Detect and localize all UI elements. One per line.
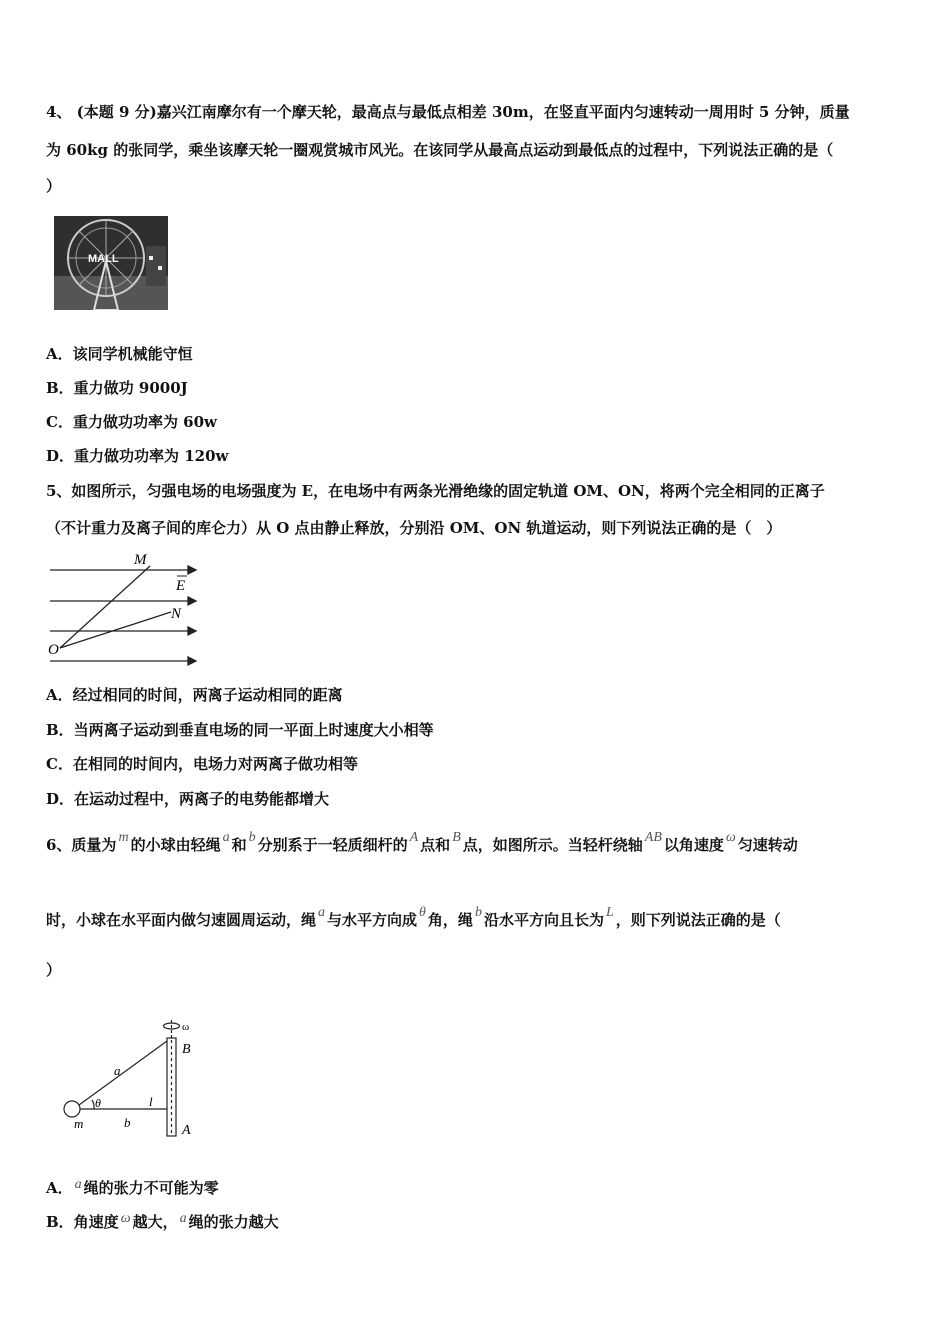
label-theta: θ [95, 1096, 101, 1110]
label-omega: ω [182, 1021, 190, 1033]
var-m: m [118, 830, 129, 845]
var-AB: AB [644, 830, 662, 845]
var-a: a [74, 1177, 82, 1192]
label-n: N [171, 606, 182, 622]
q6-option-a: A． a 绳的张力不可能为零 [46, 1177, 219, 1197]
q6-line-3: ） [46, 961, 62, 979]
label-e: E [176, 578, 186, 594]
var-a: a [179, 1211, 187, 1226]
q4-option-d: D．重力做功功率为 120w [46, 447, 229, 465]
q5-option-b: B．当两离子运动到垂直电场的同一平面上时速度大小相等 [46, 721, 434, 739]
label-A: A [182, 1123, 191, 1138]
var-A: A [409, 830, 419, 845]
rotating-rod-diagram [56, 1018, 216, 1142]
q6-option-b: B．角速度 ω 越大， a 绳的张力越大 [46, 1211, 279, 1231]
q6-line-1: 6、质量为 m 的小球由轻绳 a 和 b 分别系于一轻质细杆的 A 点和 B 点，如图所示。当轻杆绕轴 AB 以角速度 ω 匀速转动 [46, 830, 798, 854]
var-theta: θ [419, 905, 426, 920]
label-m: m [74, 1116, 84, 1131]
label-b: b [124, 1115, 131, 1130]
q5-option-a: A．经过相同的时间，两离子运动相同的距离 [46, 686, 343, 704]
ferris-wheel-image [54, 216, 168, 310]
q5-line-2: （不计重力及离子间的库仑力）从 O 点由静止释放，分别沿 OM、ON 轨道运动，则下列说法正确的是（ ） [46, 519, 782, 537]
q5-option-c: C．在相同的时间内，电场力对两离子做功相等 [46, 755, 358, 773]
label-o: O [48, 642, 59, 658]
electric-field-diagram [46, 548, 206, 670]
ferris-wheel-photo [54, 216, 168, 310]
q4-line-1: 4、 (本题 9 分)嘉兴江南摩尔有一个摩天轮，最高点与最低点相差 30m，在竖直平面内匀速转动一周用时 5 分钟，质量 [46, 103, 850, 121]
var-b: b [474, 905, 482, 920]
q5-line-1: 5、如图所示，匀强电场的电场强度为 E，在电场中有两条光滑绝缘的固定轨道 OM、ON，将两个完全相同的正离子 [46, 482, 825, 500]
label-a: a [114, 1063, 121, 1078]
var-omega: ω [120, 1211, 131, 1226]
q5-option-d: D．在运动过程中，两离子的电势能都增大 [46, 790, 330, 808]
var-a: a [318, 905, 326, 920]
label-m: M [134, 552, 147, 568]
var-a: a [222, 830, 230, 845]
q4-line-2: 为 60kg 的张同学，乘坐该摩天轮一圈观赏城市风光。在该同学从最高点运动到最低点的过程中，下列说法正确的是（ [46, 141, 834, 159]
q4-line-3: ） [46, 177, 62, 195]
q4-option-c: C．重力做功功率为 60w [46, 413, 217, 431]
q4-option-a: A．该同学机械能守恒 [46, 345, 193, 363]
var-b: b [248, 830, 256, 845]
label-B: B [182, 1042, 191, 1057]
q6-line-2: 时，小球在水平面内做匀速圆周运动，绳 a 与水平方向成 θ 角，绳 b 沿水平方向且长为 L ，则下列说法正确的是（ [46, 905, 781, 929]
label-l: l [149, 1094, 153, 1109]
photo-mall-sign: MALL [88, 253, 119, 265]
var-omega: ω [725, 830, 736, 845]
q4-option-b: B．重力做功 9000J [46, 379, 188, 397]
var-B: B [452, 830, 461, 845]
var-L: L [605, 905, 614, 920]
